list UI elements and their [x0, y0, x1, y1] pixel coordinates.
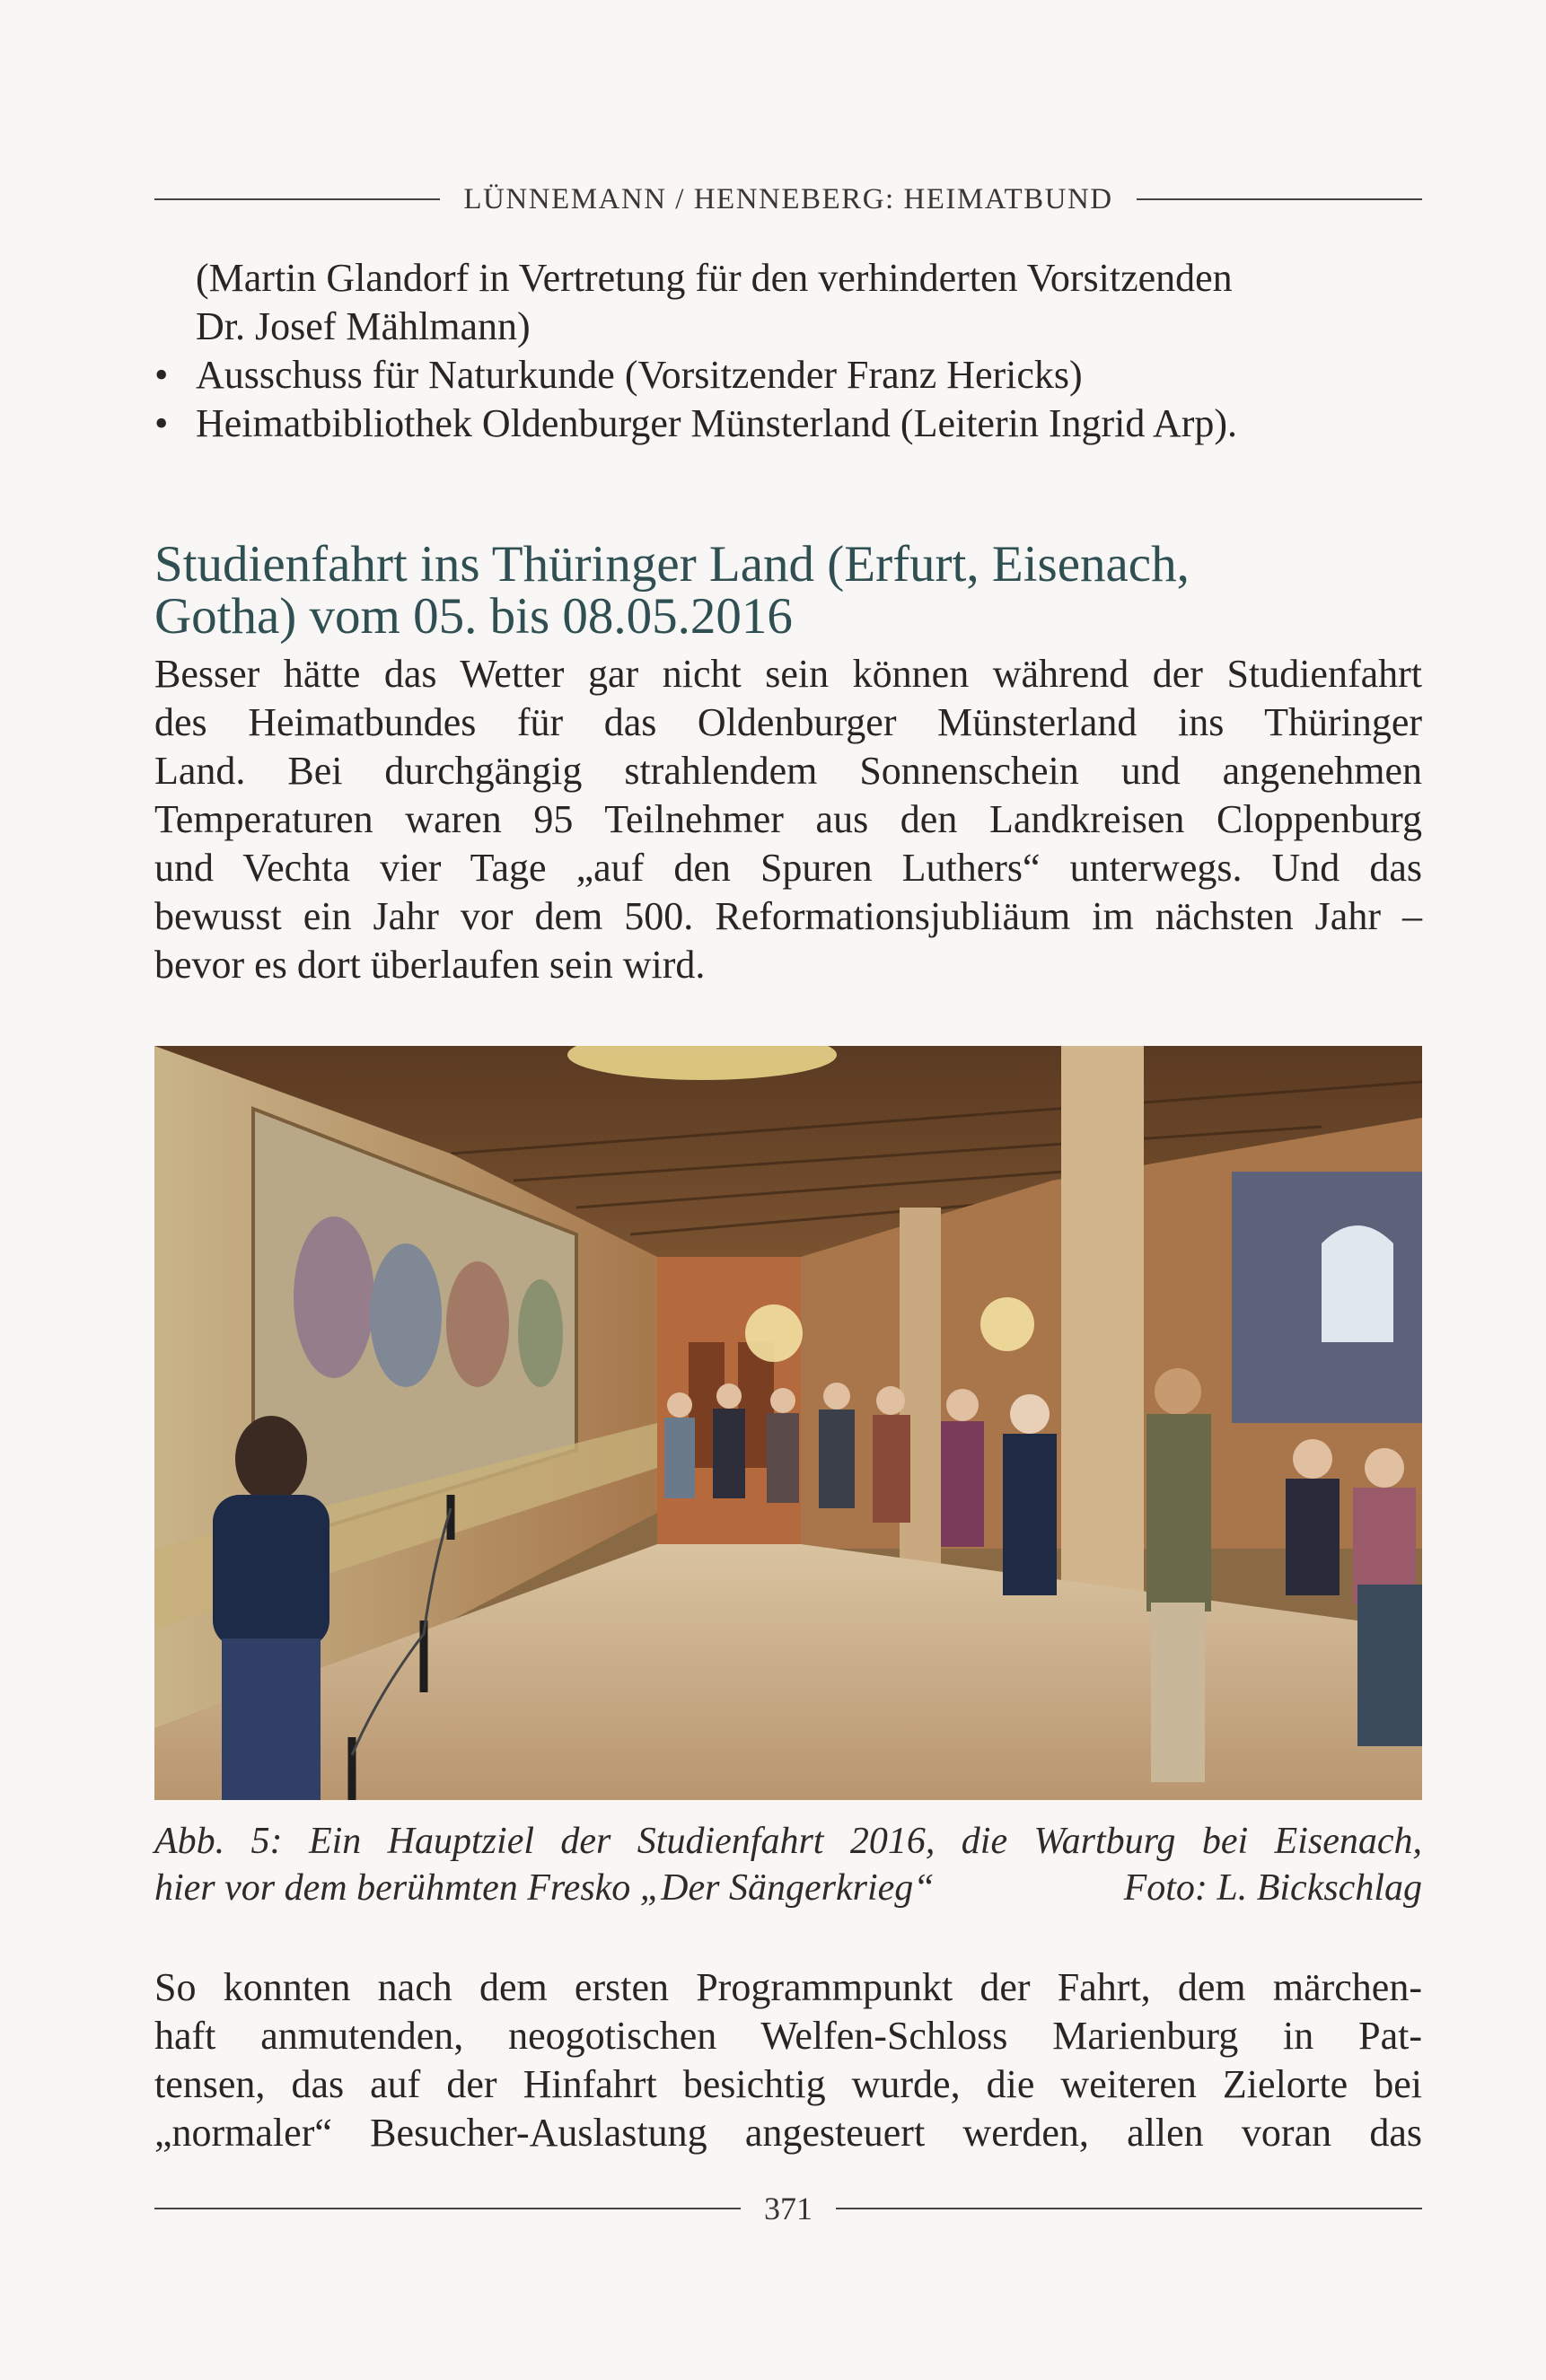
continuation-line: (Martin Glandorf in Vertretung für den verhinderten Vorsitzenden: [196, 256, 1233, 300]
running-head-text: LÜNNEMANN / HENNEBERG: HEIMATBUND: [463, 182, 1113, 215]
list-item: [154, 400, 1237, 448]
paragraph-line: und Vechta vier Tage „auf den Spuren Luthers“ unterwegs. Und das: [154, 846, 1422, 890]
header-rule-right: [1137, 198, 1422, 200]
paragraph-line: bewusst ein Jahr vor dem 500. Reformationsjubliäum im nächsten Jahr –: [154, 894, 1422, 938]
paragraph-line: bevor es dort überlaufen sein wird.: [154, 943, 706, 987]
page-number: 371: [764, 2191, 813, 2226]
list-item-text: Ausschuss für Naturkunde (Vorsitzender Franz Hericks): [196, 353, 1083, 397]
figure-caption-text: hier vor dem berühmten Fresko „Der Sängerkrieg“: [154, 1867, 935, 1909]
bullet-icon: •: [154, 401, 169, 445]
list-item-text: Heimatbibliothek Oldenburger Münsterland (Leiterin Ingrid Arp).: [196, 401, 1238, 445]
heading-line: Gotha) vom 05. bis 08.05.2016: [154, 588, 793, 645]
photo-wartburg-hall: [154, 1046, 1422, 1800]
paragraph-line: So konnten nach dem ersten Programmpunkt der Fahrt, dem märchen-: [154, 1965, 1422, 2009]
paragraph-line: tensen, das auf der Hinfahrt besichtig wurde, die weiteren Zielorte bei: [154, 2062, 1422, 2106]
bullet-icon: •: [154, 353, 169, 397]
footer-rule-left: [154, 2208, 741, 2209]
paragraph-line: „normaler“ Besucher-Auslastung angesteuert werden, allen voran das: [154, 2111, 1422, 2155]
paragraph-line: Besser hätte das Wetter gar nicht sein können während der Studienfahrt: [154, 652, 1422, 696]
figure-caption: Abb. 5: Ein Hauptziel der Studienfahrt 2016, die Wartburg bei Eisenach,: [154, 1821, 1422, 1862]
section-heading: [154, 536, 1422, 645]
photo-credit: Foto: L. Bickschlag: [1123, 1867, 1422, 1909]
paragraph-line: des Heimatbundes für das Oldenburger Münsterland ins Thüringer: [154, 700, 1422, 744]
heading-line: Studienfahrt ins Thüringer Land (Erfurt, Eisenach,: [154, 536, 1190, 593]
paragraph-line: Temperaturen waren 95 Teilnehmer aus den Landkreisen Cloppenburg: [154, 797, 1422, 841]
list-item: [154, 351, 1083, 400]
footer-rule-right: [836, 2208, 1422, 2209]
continuation-line: Dr. Josef Mählmann): [196, 304, 531, 348]
running-head: [154, 178, 1422, 221]
paragraph-line: Land. Bei durchgängig strahlendem Sonnenschein und angenehmen: [154, 749, 1422, 793]
header-rule-left: [154, 198, 440, 200]
page-footer: [154, 2185, 1422, 2232]
paragraph-line: haft anmutenden, neogotischen Welfen-Schloss Marienburg in Pat-: [154, 2014, 1422, 2058]
figure-caption-line2: [154, 1865, 1422, 1911]
